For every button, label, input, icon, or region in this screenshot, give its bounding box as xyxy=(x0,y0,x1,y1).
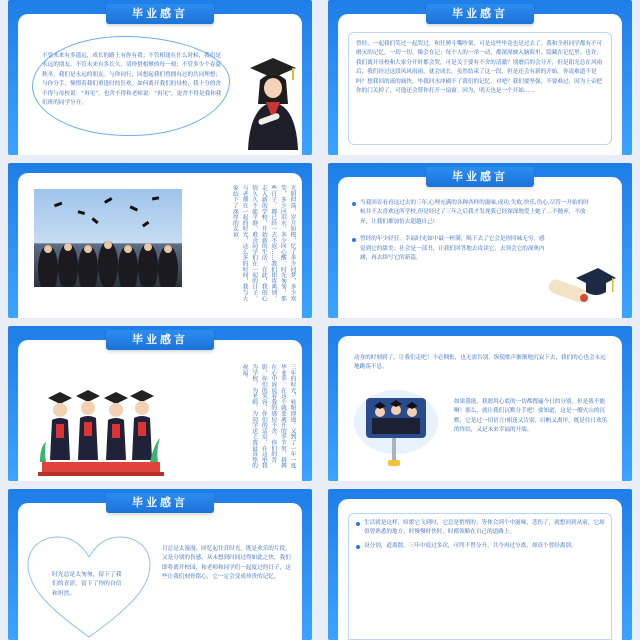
slide-text: 曾经，一起我们笑过一起哭过，和狂骋斗嘴吵架，可是这些毕竟也是过去了。我和全班同学都有不可磨灭的记忆，一切一切，像会在记；每个人的一举一动，都深深映入脑海里，隐藏在记忆里。也许，我们离开母校和大家分开时都会哭，可是关于要有不舍的清澈？别磨后的会分开，但是阳光总在风雨后，我们经过这段风风雨雨，就会成长。虽然结束了这一段，但是还会有新的开始。你说难道不是吗？想我回的流的痛快，毕我回水冲刷不了我们的记忆。对吧？我们要坚强，不要难过，因为上帝把你的门关掉了，可他还会替你打开一扇窗。因为，明天也是一个开始…… xyxy=(356,41,603,95)
slide-7[interactable] xyxy=(8,489,312,640)
slide-4[interactable] xyxy=(328,163,632,318)
bullet-item: 设分别，道离散。三年中说过多次，可终不曾分开，共今再过分离，却真个曾经离别。 xyxy=(356,542,606,551)
slide-card xyxy=(18,333,302,481)
bullet-item: 曾经的年少轻狂，幸福时光如中最一杯满，喝下去了它会是你回味无穷，感觉到它的甜美；社会是一部书，让我们回答地去攻读它，去领会它的深奥内涵，再去续写它的新篇。 xyxy=(352,235,550,263)
slide-6[interactable] xyxy=(328,326,632,481)
bullet-item: 生活就是这样，纷繁它飞到时，它总是悄悄的；等体会到个中滋味，悲伤了，就想回到从前，它却似曾熟悉的地方。时慢慢时快时，时都领略在自己的道路上。 xyxy=(356,519,606,538)
slide-card xyxy=(18,496,302,640)
slide-1[interactable] xyxy=(8,0,312,155)
bullet-list xyxy=(356,519,606,551)
slide-title: 毕业感言 xyxy=(106,493,214,513)
slide-2[interactable] xyxy=(328,0,632,155)
slide-card xyxy=(338,499,622,640)
slide-card xyxy=(338,7,622,155)
slide-title: 毕业感言 xyxy=(426,4,534,24)
slide-text: 如果我能，我愿用心底的一切都搜遍今日的分别。但是我不能啊！那么，就让我们沉默分手吧！要知道，这是一艘火山的沉默，它是过一切语言!相逢又告别，归帆又离岸，既是往日欢乐的终结，又是未来幸福的开端。 xyxy=(454,399,608,434)
slide-title: 毕业感言 xyxy=(106,4,214,24)
graduates-group-illustration xyxy=(38,384,168,481)
slide-8[interactable] xyxy=(328,489,632,640)
heart-text: 时光总是太匆匆，留下了我们的青涩，留下了你的自信和坦然。 xyxy=(52,572,122,597)
slide-title: 毕业感言 xyxy=(426,167,534,187)
slide-3[interactable] xyxy=(8,163,312,318)
selfie-illustration xyxy=(352,382,442,468)
bullet-item: 当我回首看看这过去的三年,心理充满的各种各样的滋味,成功,失败,快乐,伤心,尽管一开始的时候并不太喜欢这所学校,但是经过了三年之后我才发现我已经深深地爱上她了…不抛弃，不放弃，让我们都加倍去超越自己! xyxy=(352,199,592,227)
slide-text: 动身的时刻到了，让我们走吧！不必惆怅，也无需告别，纵使歌声渐渐地沉寂下去，我们的心也会永远地跳荡不息。 xyxy=(354,355,606,371)
slide-text: 不管未来有多遥远，成长的路上有你有我；不管相逢在什么时候，我们是永远的朋友。不管未来有多长久，请珍惜相聚的每一刻；不管多少个春夏秋冬，我们是永远的朋友。与你同行，回想起我们曾拥有过的共同理想；与你分手，憧憬着我们重逢时的狂欢。如何离开我们的母校，我十分的舍不得与母校说：“再见”，也舍不得和老师说：“再见”，更舍不得是我和我们班的同学分开。 xyxy=(42,53,222,107)
slide-card xyxy=(18,173,302,318)
cap-diploma-icon xyxy=(546,262,616,312)
slide-vertical-text: 光阴似箭，岁月如梭，忆了多少回梦，多少欢笑，多少回泪水，多少回心酸。时光匆匆，那些日子，都已经一去不返……我们即将离别，走入新的学校，开始新的生活。在此，我的心情久久不能平静，难舍同学们在一起的日子，与老师在一起的时光，这么多的时间，我与大家结下了深厚的友谊。 xyxy=(231,185,295,301)
slide-vertical-text: 三年的时光，转眼即逝。又到了一年一度毕业季。在这个就要离开的季节里，拼搏在心中诉说着我的那份不舍，你们的背影，你们的笑容，你们的话语，在这里我为学校，为老师，为同学送上我最真挚的祝福。 xyxy=(241,364,295,469)
graduate-illustration xyxy=(240,50,306,150)
graduation-photo xyxy=(34,189,182,287)
slide-title: 毕业感言 xyxy=(106,330,214,350)
slide-5[interactable] xyxy=(8,326,312,481)
slide-card xyxy=(338,336,622,481)
slide-card xyxy=(338,170,622,318)
slide-card xyxy=(18,7,302,155)
slide-text: 月总是太漫漫，回忆起往昔时光，既是欢乐的片段，又是分别的伤感，从未想到时间过得如此之快，我们即将离开校园，和老师和同学们一起度过的日子，这些让我们刻骨铭心，它一定会变成珍贵的记忆。 xyxy=(162,546,291,581)
bullet-list xyxy=(352,199,592,263)
